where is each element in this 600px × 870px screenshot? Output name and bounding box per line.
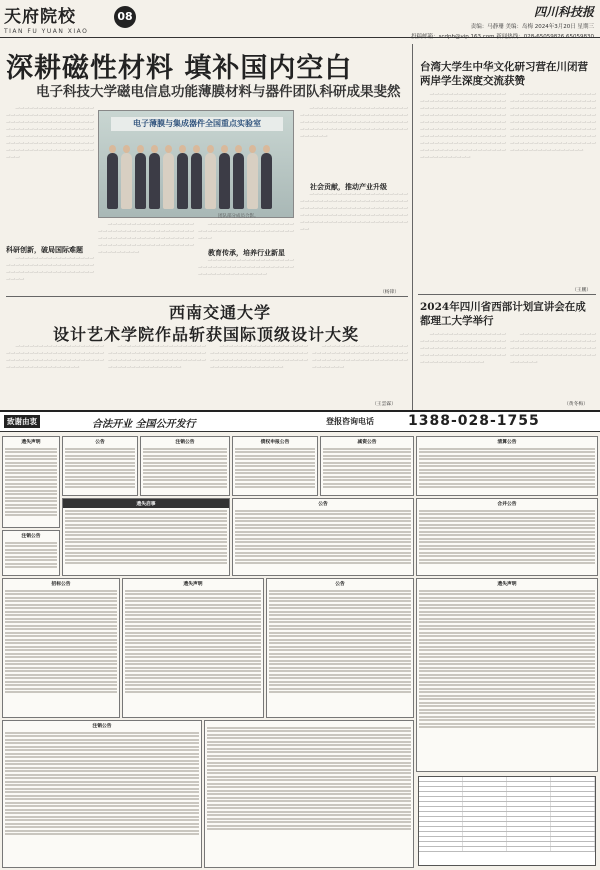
ad-title: 招标公告	[51, 582, 71, 587]
lead-body-col1: 一一一一一一一一一一一一一一一一一一一一一一一一一一一一一一一一一一一一一一一一一一一一一一一一一一一一一一一一一一一一一一一一一一一一一一一一一一一一一一一一一一一一一一一一一一一一一一一一一一一一一一一一一一一一一一一一一一一一一一一一一一一一一一一一一一一一一一	[6, 107, 94, 161]
right-story1-author: （王鹏）	[572, 288, 592, 293]
story2-body-col4: 一一一一一一一一一一一一一一一一一一一一一一一一一一一一一一一一一一一一一一一一一一一一一一一一一一一一一一一一一一一一一一一一一	[312, 345, 408, 371]
right-story2-col2: 一一一一一一一一一一一一一一一一一一一一一一一一一一一一一一一一一一一一一一一一一一一一一一一一一一一一一一一一一一一一一一一一一一一一一一一一一一一一	[510, 333, 596, 366]
person-figure	[149, 153, 160, 209]
lead-body-col2: 一一一一一一一一一一一一一一一一一一一一一一一一一一一一一一一一一一一一一一一一一一一一一一一一一一一一一一一一一一一一一一一一一一一一一一一一一一一一一一一一一一一一一一一	[98, 223, 194, 256]
ad-title: 公告	[335, 582, 345, 587]
section-title: 天府院校	[4, 7, 76, 27]
contact-line: 投稿邮箱：scdpb@vip.163.com 新闻热线：028-65059826 65059830	[411, 34, 594, 40]
ad-title: 遗失声明	[21, 440, 41, 445]
divider	[6, 296, 408, 297]
person-figure	[121, 153, 132, 209]
ad-notice	[232, 436, 318, 496]
ad-title: 遗失声明	[497, 582, 517, 587]
story2-body-col1: 一一一一一一一一一一一一一一一一一一一一一一一一一一一一一一一一一一一一一一一一一一一一一一一一一一一一一一一一一一一一一一一一一一一一一一一一一一一一一	[6, 345, 104, 371]
lead-body-col4b: 一一一一一一一一一一一一一一一一一一一一一一一一一一一一一一一一一一一一一一一一一一一一一一一一一一一一一一一一一一一一一一一一一一一一一一一一一一一一一一一一一一一一一一一一一一一一一一一一一一一一一一一一一一一一一一一一一一一	[300, 193, 408, 233]
classifieds-slogan: 合法开业 全国公开发行	[92, 419, 196, 430]
ad-notice	[232, 498, 414, 576]
ad-notice	[62, 498, 230, 576]
ad-notice	[204, 720, 414, 868]
person-figure	[219, 153, 230, 209]
right-headline-2: 2024年四川省西部计划宣讲会在成都理工大学举行	[420, 301, 586, 327]
ad-notice	[2, 436, 60, 528]
lead-author: （杨锋）	[380, 290, 400, 295]
ad-notice	[62, 436, 138, 496]
person-figure	[191, 153, 202, 209]
photo-caption: 团队部分成员合影。	[218, 214, 259, 219]
story2-headline-line1: 西南交通大学	[168, 303, 271, 322]
classifieds-tag: 致谢由衷	[4, 415, 40, 428]
ad-title: 合并公告	[497, 502, 517, 507]
lead-headline: 深耕磁性材料 填补国内空白	[6, 53, 353, 84]
section-pinyin: TIAN FU YUAN XIAO	[4, 28, 89, 35]
lead-body-col1b: 一一一一一一一一一一一一一一一一一一一一一一一一一一一一一一一一一一一一一一一一一一一一一一一一一一一一一一一一一一一	[6, 257, 94, 283]
ad-title: 清算公告	[497, 440, 517, 445]
photo-banner: 电子薄膜与集成器件全国重点实验室	[111, 117, 283, 131]
ad-notice	[266, 578, 414, 718]
paper-name-logo: 四川科技报	[533, 5, 594, 19]
ad-title: 注销公告	[21, 534, 41, 539]
person-figure	[163, 153, 174, 209]
right-story1-col1: 一一一一一一一一一一一一一一一一一一一一一一一一一一一一一一一一一一一一一一一一一一一一一一一一一一一一一一一一一一一一一一一一一一一一一一一一一一一一一一一一一一一一一一一一一一一一一一一一一一一一一一一一一一一一一一一一一一一一一一一一一一一一一一一一一一一一一一一一一一一一一一一一一一一一一一一一一一一一一一一一一一一一一一一一一一一	[420, 93, 506, 161]
right-story1-col2: 一一一一一一一一一一一一一一一一一一一一一一一一一一一一一一一一一一一一一一一一一一一一一一一一一一一一一一一一一一一一一一一一一一一一一一一一一一一一一一一一一一一一一一一一一一一一一一一一一一一一一一一一一一一一一一一一一一一一一一一一一一一一一一一一一一一一一一一一一一一一一一一一一一一一一一一一一一一一一一	[510, 93, 596, 154]
ad-table	[418, 776, 596, 866]
lead-body-col4: 一一一一一一一一一一一一一一一一一一一一一一一一一一一一一一一一一一一一一一一一一一一一一一一一一一一一一一一一一一一一一一一一一一一一一一一一一一一一一一一一一一一一一一一一一一一一一一一一	[300, 107, 408, 140]
page-number: 08	[114, 6, 136, 28]
ad-notice	[122, 578, 264, 718]
story2-body-col3: 一一一一一一一一一一一一一一一一一一一一一一一一一一一一一一一一一一一一一一一一一一一一一一一一一一一一一一一一一一一一一一一一一一一一一一一一一一一一一	[210, 345, 308, 371]
lead-body-col3: 一一一一一一一一一一一一一一一一一一一一一一一一一一一一一一一一一一一一一一一一一	[198, 223, 294, 242]
lead-section-head-2: 社会贡献，推动产业升级	[310, 182, 387, 191]
section-block	[4, 2, 114, 35]
ad-title: 公告	[318, 502, 328, 507]
ad-notice	[2, 720, 202, 868]
person-figure	[261, 153, 272, 209]
photo-people	[107, 153, 272, 209]
ad-title: 债权申报公告	[260, 440, 290, 445]
ad-title: 遗失声明	[183, 582, 203, 587]
ad-notice	[416, 578, 598, 772]
classifieds-header	[0, 410, 600, 432]
person-figure	[247, 153, 258, 209]
lead-section-head-3: 教育传承，培养行业新星	[208, 248, 285, 257]
story2-headline-line2: 设计艺术学院作品斩获国际顶级设计大奖	[52, 325, 359, 344]
ad-notice	[320, 436, 414, 496]
person-figure	[205, 153, 216, 209]
ad-title: 注销公告	[175, 440, 195, 445]
right-story2-author: （黄冬梅）	[564, 402, 588, 407]
ad-title: 遗失启事	[63, 499, 229, 508]
editor-line: 责编：马静珊 美编：岛梅 2024年3月20日 星期三	[470, 24, 594, 30]
ad-notice	[2, 530, 60, 576]
ad-notice	[416, 436, 598, 496]
ad-notice	[416, 498, 598, 576]
lead-section-head-1: 科研创新，破局国际难题	[6, 245, 83, 254]
masthead-info	[411, 3, 594, 40]
right-story2-col1: 一一一一一一一一一一一一一一一一一一一一一一一一一一一一一一一一一一一一一一一一一一一一一一一一一一一一一一一一一一一一一一一一一一一一一一一一一一一一一一一一一一一一	[420, 333, 506, 366]
story2-author: （王雲霖）	[372, 402, 396, 407]
person-figure	[135, 153, 146, 209]
ad-title: 公告	[95, 440, 105, 445]
divider	[418, 294, 596, 295]
team-photo	[98, 110, 294, 218]
column-rule	[412, 44, 413, 410]
table-row	[419, 847, 595, 852]
lead-body-col3b: 一一一一一一一一一一一一一一一一一一一一一一一一一一一一一一一一一一一一一一一一一一一一一一一一一一一一一	[198, 259, 294, 278]
right-headline-1: 台湾大学生中华文化研习营在川闭营 两岸学生深度交流获赞	[420, 61, 588, 87]
ad-notice	[140, 436, 230, 496]
person-figure	[177, 153, 188, 209]
story2-body-col2: 一一一一一一一一一一一一一一一一一一一一一一一一一一一一一一一一一一一一一一一一一一一一一一一一一一一一一一一一一一一一一一一一一一一一一一一一一一一一一	[108, 345, 206, 371]
masthead	[0, 0, 600, 38]
hotline-label: 登报咨询电话	[326, 417, 374, 426]
ad-notice	[2, 578, 120, 718]
ad-title: 注销公告	[92, 724, 112, 729]
hotline-number: 1388-028-1755	[408, 413, 540, 429]
person-figure	[107, 153, 118, 209]
lead-subheadline: 电子科技大学磁电信息功能薄膜材料与器件团队科研成果斐然	[36, 84, 401, 100]
person-figure	[233, 153, 244, 209]
ad-title: 减资公告	[357, 440, 377, 445]
